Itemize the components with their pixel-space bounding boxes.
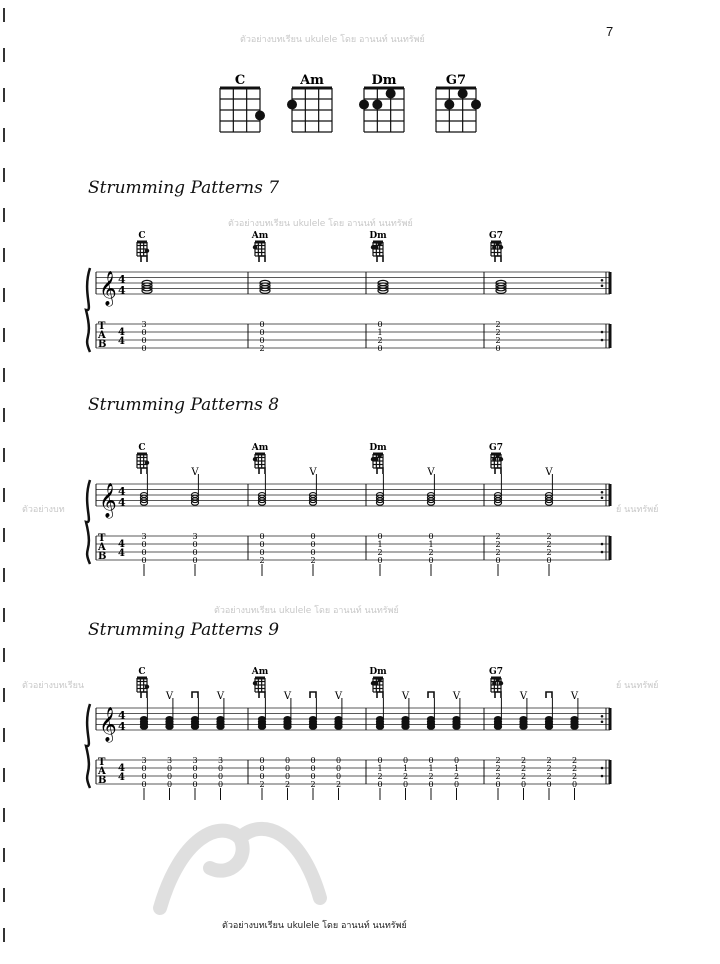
repeat-dot xyxy=(601,543,604,546)
tab-fret-number: 2 xyxy=(571,764,578,773)
tab-fret-number: 2 xyxy=(520,764,527,773)
note-head xyxy=(309,724,316,729)
tab-fret-number: 0 xyxy=(402,756,409,765)
tab-fret-number: 2 xyxy=(546,756,552,765)
strum-down-symbol xyxy=(259,692,265,698)
tab-fret-number: 0 xyxy=(141,772,147,781)
note-head xyxy=(402,724,409,729)
tab-fret-number: 0 xyxy=(428,532,434,541)
chord-name-label: C xyxy=(138,667,146,677)
tab-fret-number: 2 xyxy=(495,548,501,557)
strum-down-symbol xyxy=(495,256,501,262)
tab-fret-number: 0 xyxy=(217,780,224,789)
note-head xyxy=(571,724,578,729)
tab-fret-number: 0 xyxy=(377,556,383,565)
chord-finger-dot xyxy=(495,678,499,682)
top-chord-c xyxy=(220,73,265,132)
tab-fret-number: 1 xyxy=(402,764,409,773)
repeat-dot xyxy=(601,715,604,718)
tab-fret-number: 0 xyxy=(335,756,342,765)
chord-finger-dot xyxy=(374,457,378,461)
tab-fret-number: 0 xyxy=(192,772,198,781)
tab-fret-number: 0 xyxy=(377,756,383,765)
chord-finger-dot xyxy=(377,454,381,458)
treble-clef: 𝄞 xyxy=(99,271,117,306)
chord-name-label: Am xyxy=(300,73,324,88)
tab-fret-number: 0 xyxy=(571,780,578,789)
tab-clef-letter: T xyxy=(98,321,106,332)
tab-fret-number: 2 xyxy=(546,540,552,549)
tab-fret-number: 0 xyxy=(259,532,265,541)
pattern-9-watermark-right: ย์ นนทรัพย์ xyxy=(616,681,659,691)
tab-fret-number: 3 xyxy=(192,756,198,765)
tab-clef-letter: B xyxy=(98,339,107,350)
strum-up-symbol: V xyxy=(570,691,579,702)
chord-finger-dot xyxy=(495,454,499,458)
chord-name-label: Dm xyxy=(371,73,397,88)
treble-clef: 𝄞 xyxy=(99,483,117,518)
time-signature-bottom: 4 xyxy=(118,720,126,733)
tab-fret-number: 0 xyxy=(259,772,265,781)
tab-fret-number: 0 xyxy=(217,772,224,781)
note-head xyxy=(520,724,527,729)
chord-finger-dot xyxy=(255,111,265,121)
chord-finger-dot xyxy=(471,100,481,110)
note-head xyxy=(140,724,147,729)
tab-fret-number: 2 xyxy=(546,764,552,773)
chord-finger-dot xyxy=(374,245,378,249)
tab-fret-number: 3 xyxy=(141,756,147,765)
tab-fret-number: 2 xyxy=(259,780,265,789)
small-chord-dm xyxy=(369,667,387,692)
strum-down-symbol xyxy=(192,692,198,698)
small-chord-g7 xyxy=(489,443,503,468)
chord-name-label: C xyxy=(234,73,246,88)
strum-down-symbol xyxy=(259,256,265,262)
tab-fret-number: 3 xyxy=(217,756,224,765)
tab-fret-number: 2 xyxy=(546,548,552,557)
time-signature-top: 4 xyxy=(118,273,126,286)
tab-fret-number: 0 xyxy=(166,780,173,789)
strum-up-symbol: V xyxy=(452,691,461,702)
chord-finger-dot xyxy=(492,457,496,461)
strum-up-symbol: V xyxy=(191,467,199,478)
note-head xyxy=(258,724,265,729)
note-head xyxy=(166,724,173,729)
tab-fret-number: 2 xyxy=(495,764,501,773)
watermark-logo xyxy=(140,798,340,918)
tab-fret-number: 0 xyxy=(520,780,527,789)
repeat-dot xyxy=(601,339,604,342)
tab-fret-number: 0 xyxy=(377,532,383,541)
tab-time-bottom: 4 xyxy=(118,336,125,347)
tab-fret-number: 0 xyxy=(428,556,434,565)
tab-fret-number: 1 xyxy=(377,540,383,549)
note-head xyxy=(494,724,501,729)
chord-name-label: C xyxy=(138,443,146,453)
pattern-7-notation xyxy=(0,222,720,372)
tab-fret-number: 3 xyxy=(166,756,173,765)
tab-fret-number: 2 xyxy=(495,320,501,329)
note-head xyxy=(376,724,383,729)
tab-fret-number: 0 xyxy=(310,772,316,781)
chord-name-label: Am xyxy=(251,667,269,677)
tab-fret-number: 3 xyxy=(192,532,198,541)
footer-text: ตัวอย่างบทเรียน ukulele โดย อานนท์ นนทรัพย์ xyxy=(222,921,407,931)
chord-finger-dot xyxy=(377,242,381,246)
tab-fret-number: 0 xyxy=(192,764,198,773)
tab-fret-number: 0 xyxy=(141,336,147,345)
strum-up-symbol: V xyxy=(334,691,343,702)
strum-up-symbol: V xyxy=(427,467,435,478)
tab-fret-number: 2 xyxy=(428,772,434,781)
tab-fret-number: 2 xyxy=(377,548,383,557)
small-chord-g7 xyxy=(489,231,503,256)
tab-fret-number: 0 xyxy=(259,328,265,337)
tab-fret-number: 2 xyxy=(402,772,409,781)
repeat-dot xyxy=(601,279,604,282)
chord-finger-dot xyxy=(495,242,499,246)
tab-clef-letter: B xyxy=(98,551,107,562)
tab-clef-letter: A xyxy=(98,542,106,553)
chord-name-label: C xyxy=(138,231,146,241)
time-signature-top: 4 xyxy=(118,709,126,722)
tab-fret-number: 0 xyxy=(495,344,501,353)
repeat-dot xyxy=(601,496,604,499)
tab-fret-number: 0 xyxy=(428,780,434,789)
tab-fret-number: 0 xyxy=(377,780,383,789)
tab-fret-number: 2 xyxy=(495,336,501,345)
tab-fret-number: 1 xyxy=(428,764,434,773)
small-chord-c xyxy=(137,231,149,256)
note-head xyxy=(427,724,434,729)
time-signature-top: 4 xyxy=(118,485,126,498)
tab-fret-number: 2 xyxy=(571,772,578,781)
pattern-9-title: Strumming Patterns 9 xyxy=(88,620,280,640)
chord-name-label: Dm xyxy=(369,443,387,453)
pattern-9-watermark-above: ตัวอย่างบทเรียน ukulele โดย อานนท์ นนทรัพย์ xyxy=(214,606,399,616)
strum-down-symbol xyxy=(310,692,316,698)
repeat-dot xyxy=(601,720,604,723)
tab-fret-number: 0 xyxy=(453,756,460,765)
tab-fret-number: 0 xyxy=(310,548,316,557)
note-head xyxy=(217,724,224,729)
strum-down-symbol xyxy=(495,468,501,474)
chord-finger-dot xyxy=(145,685,149,689)
repeat-dot xyxy=(601,767,604,770)
tab-fret-number: 0 xyxy=(192,548,198,557)
tab-clef-letter: T xyxy=(98,533,106,544)
chord-finger-dot xyxy=(253,681,257,685)
chord-finger-dot xyxy=(458,89,468,99)
tab-fret-number: 0 xyxy=(495,556,501,565)
chord-finger-dot xyxy=(492,681,496,685)
chord-finger-dot xyxy=(499,245,503,249)
chord-name-label: G7 xyxy=(489,667,503,677)
top-chord-am xyxy=(287,73,332,132)
system-brace xyxy=(86,268,90,352)
chord-name-label: G7 xyxy=(489,231,503,241)
strum-down-symbol xyxy=(546,692,552,698)
tab-fret-number: 0 xyxy=(546,780,552,789)
tab-fret-number: 1 xyxy=(377,328,383,337)
tab-fret-number: 2 xyxy=(428,548,434,557)
tab-fret-number: 0 xyxy=(259,540,265,549)
tab-fret-number: 2 xyxy=(546,772,552,781)
chord-finger-dot xyxy=(253,457,257,461)
tab-clef-letter: A xyxy=(98,766,106,777)
tab-fret-number: 0 xyxy=(259,756,265,765)
tab-fret-number: 2 xyxy=(310,556,316,565)
repeat-dot xyxy=(601,331,604,334)
page-number: 7 xyxy=(606,24,614,39)
tab-fret-number: 0 xyxy=(141,344,147,353)
small-chord-am xyxy=(251,443,269,468)
pattern-9-watermark-left: ตัวอย่างบทเรียน xyxy=(22,681,85,691)
strum-up-symbol: V xyxy=(545,467,553,478)
strum-down-symbol xyxy=(259,468,265,474)
tab-fret-number: 2 xyxy=(377,772,383,781)
chord-finger-dot xyxy=(374,681,378,685)
tab-fret-number: 0 xyxy=(284,772,291,781)
tab-fret-number: 0 xyxy=(284,756,291,765)
tab-fret-number: 1 xyxy=(377,764,383,773)
tab-fret-number: 0 xyxy=(166,772,173,781)
strum-down-symbol xyxy=(141,468,147,474)
tab-fret-number: 0 xyxy=(453,780,460,789)
tab-clef-letter: T xyxy=(98,757,106,768)
tab-fret-number: 0 xyxy=(310,540,316,549)
repeat-dot xyxy=(601,775,604,778)
note-head xyxy=(453,724,460,729)
chord-name-label: G7 xyxy=(445,73,467,88)
small-chord-g7 xyxy=(489,667,503,692)
tab-fret-number: 2 xyxy=(571,756,578,765)
small-chord-am xyxy=(251,231,269,256)
tab-fret-number: 0 xyxy=(141,780,147,789)
note-head xyxy=(284,724,291,729)
chord-name-label: Dm xyxy=(369,231,387,241)
tab-fret-number: 0 xyxy=(259,764,265,773)
strum-up-symbol: V xyxy=(519,691,528,702)
strum-down-symbol xyxy=(141,256,147,262)
strum-up-symbol: V xyxy=(165,691,174,702)
tab-fret-number: 0 xyxy=(259,548,265,557)
tab-fret-number: 3 xyxy=(141,320,147,329)
tab-fret-number: 2 xyxy=(335,780,342,789)
tab-fret-number: 0 xyxy=(335,772,342,781)
note-head xyxy=(191,724,198,729)
chord-name-label: Dm xyxy=(369,667,387,677)
strum-up-symbol: V xyxy=(216,691,225,702)
tab-fret-number: 0 xyxy=(192,556,198,565)
tab-fret-number: 2 xyxy=(520,756,527,765)
small-chord-dm xyxy=(369,443,387,468)
small-chord-dm xyxy=(369,231,387,256)
tab-time-top: 4 xyxy=(118,539,125,550)
tab-fret-number: 0 xyxy=(377,320,383,329)
tab-time-top: 4 xyxy=(118,327,125,338)
strum-down-symbol xyxy=(141,692,147,698)
chord-finger-dot xyxy=(386,89,396,99)
repeat-dot xyxy=(601,491,604,494)
strum-up-symbol: V xyxy=(283,691,292,702)
tab-fret-number: 0 xyxy=(310,764,316,773)
pattern-8-title: Strumming Patterns 8 xyxy=(88,395,280,415)
pattern-9-notation xyxy=(0,658,720,808)
chord-finger-dot xyxy=(492,245,496,249)
tab-fret-number: 2 xyxy=(259,344,265,353)
strum-up-symbol: V xyxy=(309,467,317,478)
tab-fret-number: 2 xyxy=(520,772,527,781)
tab-fret-number: 0 xyxy=(166,764,173,773)
tab-fret-number: 0 xyxy=(259,336,265,345)
tab-fret-number: 2 xyxy=(310,780,316,789)
tab-fret-number: 2 xyxy=(495,772,501,781)
top-chord-dm xyxy=(359,73,404,132)
tab-fret-number: 2 xyxy=(546,532,552,541)
note-head xyxy=(545,724,552,729)
strum-down-symbol xyxy=(377,256,383,262)
treble-clef: 𝄞 xyxy=(99,707,117,742)
tab-fret-number: 2 xyxy=(259,556,265,565)
chord-finger-dot xyxy=(499,457,503,461)
tab-fret-number: 0 xyxy=(495,780,501,789)
strum-down-symbol xyxy=(428,692,434,698)
tab-time-bottom: 4 xyxy=(118,772,125,783)
time-signature-bottom: 4 xyxy=(118,496,126,509)
note-head xyxy=(335,724,342,729)
repeat-dot xyxy=(601,551,604,554)
chord-name-label: G7 xyxy=(489,443,503,453)
repeat-dot xyxy=(601,284,604,287)
pattern-7-watermark: ตัวอย่างบทเรียน ukulele โดย อานนท์ นนทรัพย์ xyxy=(228,219,413,229)
tab-fret-number: 1 xyxy=(453,764,460,773)
time-signature-bottom: 4 xyxy=(118,284,126,297)
small-chord-c xyxy=(137,667,149,692)
header-watermark-text: ตัวอย่างบทเรียน ukulele โดย อานนท์ นนทรัพย์ xyxy=(240,35,425,45)
system-brace xyxy=(86,704,90,788)
tab-fret-number: 0 xyxy=(192,780,198,789)
tab-fret-number: 2 xyxy=(495,532,501,541)
pattern-8-notation xyxy=(0,434,720,584)
chord-finger-dot xyxy=(287,100,297,110)
tab-fret-number: 2 xyxy=(453,772,460,781)
pattern-8-watermark-right: ย์ นนทรัพย์ xyxy=(616,505,659,515)
pattern-8-watermark-left: ตัวอย่างบท xyxy=(22,505,65,515)
strum-down-symbol xyxy=(377,468,383,474)
tab-fret-number: 0 xyxy=(335,764,342,773)
tab-fret-number: 0 xyxy=(546,556,552,565)
strum-down-symbol xyxy=(377,692,383,698)
tab-fret-number: 0 xyxy=(310,532,316,541)
chord-finger-dot xyxy=(253,245,257,249)
top-chord-g7 xyxy=(436,73,481,132)
tab-fret-number: 1 xyxy=(428,540,434,549)
chord-finger-dot xyxy=(145,249,149,253)
small-chord-c xyxy=(137,443,149,468)
tab-fret-number: 0 xyxy=(259,320,265,329)
tab-fret-number: 0 xyxy=(377,344,383,353)
tab-fret-number: 0 xyxy=(402,780,409,789)
tab-fret-number: 0 xyxy=(141,540,147,549)
tab-fret-number: 0 xyxy=(141,548,147,557)
tab-fret-number: 2 xyxy=(377,336,383,345)
chord-name-label: Am xyxy=(251,231,269,241)
strum-up-symbol: V xyxy=(401,691,410,702)
tab-fret-number: 0 xyxy=(428,756,434,765)
chord-finger-dot xyxy=(359,100,369,110)
chord-finger-dot xyxy=(372,100,382,110)
chord-finger-dot xyxy=(444,100,454,110)
chord-finger-dot xyxy=(145,461,149,465)
pattern-7-title: Strumming Patterns 7 xyxy=(88,178,280,198)
tab-fret-number: 0 xyxy=(141,764,147,773)
chord-finger-dot xyxy=(377,678,381,682)
tab-fret-number: 2 xyxy=(284,780,291,789)
chord-finger-dot xyxy=(499,681,503,685)
small-chord-am xyxy=(251,667,269,692)
tab-fret-number: 0 xyxy=(217,764,224,773)
tab-clef-letter: A xyxy=(98,330,106,341)
tab-fret-number: 3 xyxy=(141,532,147,541)
tab-time-bottom: 4 xyxy=(118,548,125,559)
strum-down-symbol xyxy=(495,692,501,698)
tab-fret-number: 0 xyxy=(284,764,291,773)
tab-fret-number: 2 xyxy=(495,756,501,765)
tab-fret-number: 0 xyxy=(141,556,147,565)
tab-fret-number: 0 xyxy=(141,328,147,337)
tab-clef-letter: B xyxy=(98,775,107,786)
tab-fret-number: 2 xyxy=(495,540,501,549)
tab-time-top: 4 xyxy=(118,763,125,774)
tab-fret-number: 0 xyxy=(192,540,198,549)
tab-fret-number: 0 xyxy=(310,756,316,765)
chord-name-label: Am xyxy=(251,443,269,453)
tab-fret-number: 2 xyxy=(495,328,501,337)
system-brace xyxy=(86,480,90,564)
